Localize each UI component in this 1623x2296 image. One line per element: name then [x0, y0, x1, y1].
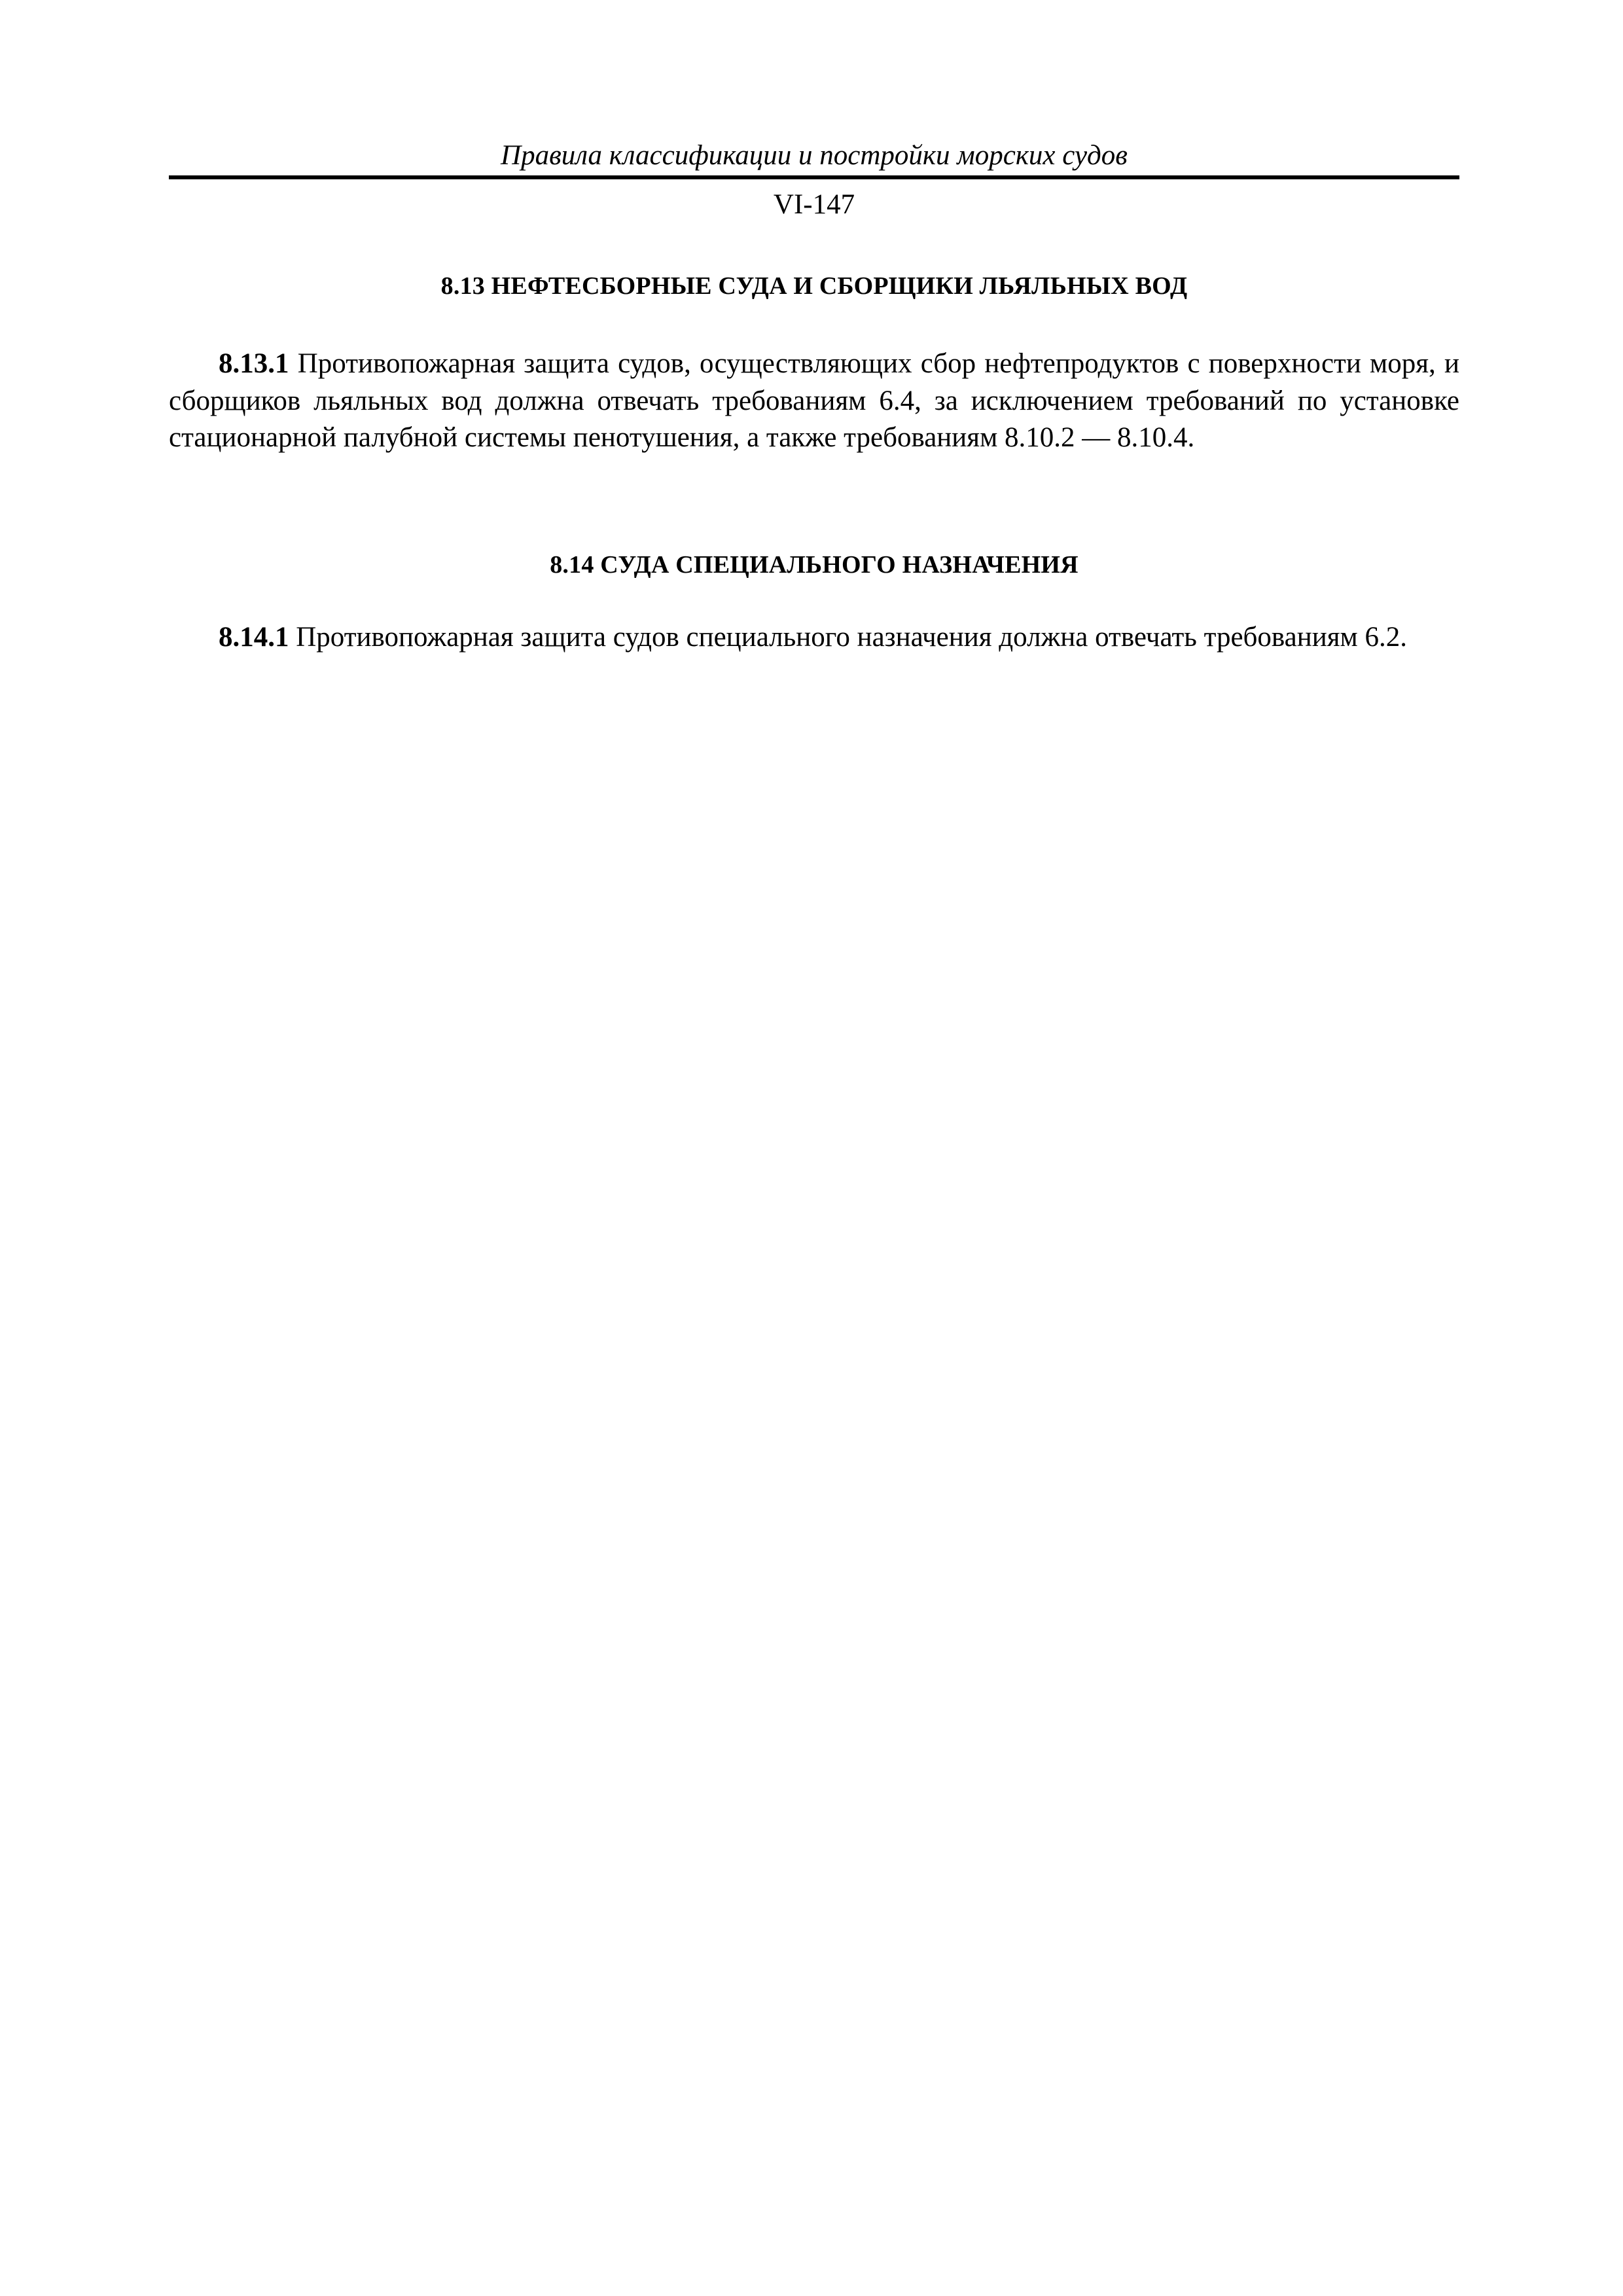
paragraph-number: 8.13.1	[219, 348, 289, 379]
paragraph-number: 8.14.1	[219, 622, 289, 653]
section-8-14	[169, 548, 1459, 656]
section-8-13	[169, 270, 1459, 457]
page-number: VI-147	[773, 189, 855, 220]
paragraph-text: Противопожарная защита судов специального назначения должна отвечать требованиям 6.2.	[296, 622, 1408, 653]
paragraph-8-13-1	[169, 346, 1459, 457]
section-title: 8.14 СУДА СПЕЦИАЛЬНОГО НАЗНАЧЕНИЯ	[550, 551, 1079, 579]
section-title: 8.13 НЕФТЕСБОРНЫЕ СУДА И СБОРЩИКИ ЛЬЯЛЬНЫХ ВОД	[440, 272, 1188, 300]
paragraph-8-14-1	[169, 619, 1459, 656]
running-header: Правила классификации и постройки морских судов	[501, 140, 1128, 171]
paragraph-text: Противопожарная защита судов, осуществляющих сбор нефтепродуктов с поверхности моря, и сборщиков льяльных вод должна отвечать требованиям 6.4, за исключением требований по установке стационарной палубной системы пенотушения, а также требованиям 8.10.2 — 8.10.4.	[169, 348, 1459, 453]
header-rule	[169, 175, 1459, 179]
